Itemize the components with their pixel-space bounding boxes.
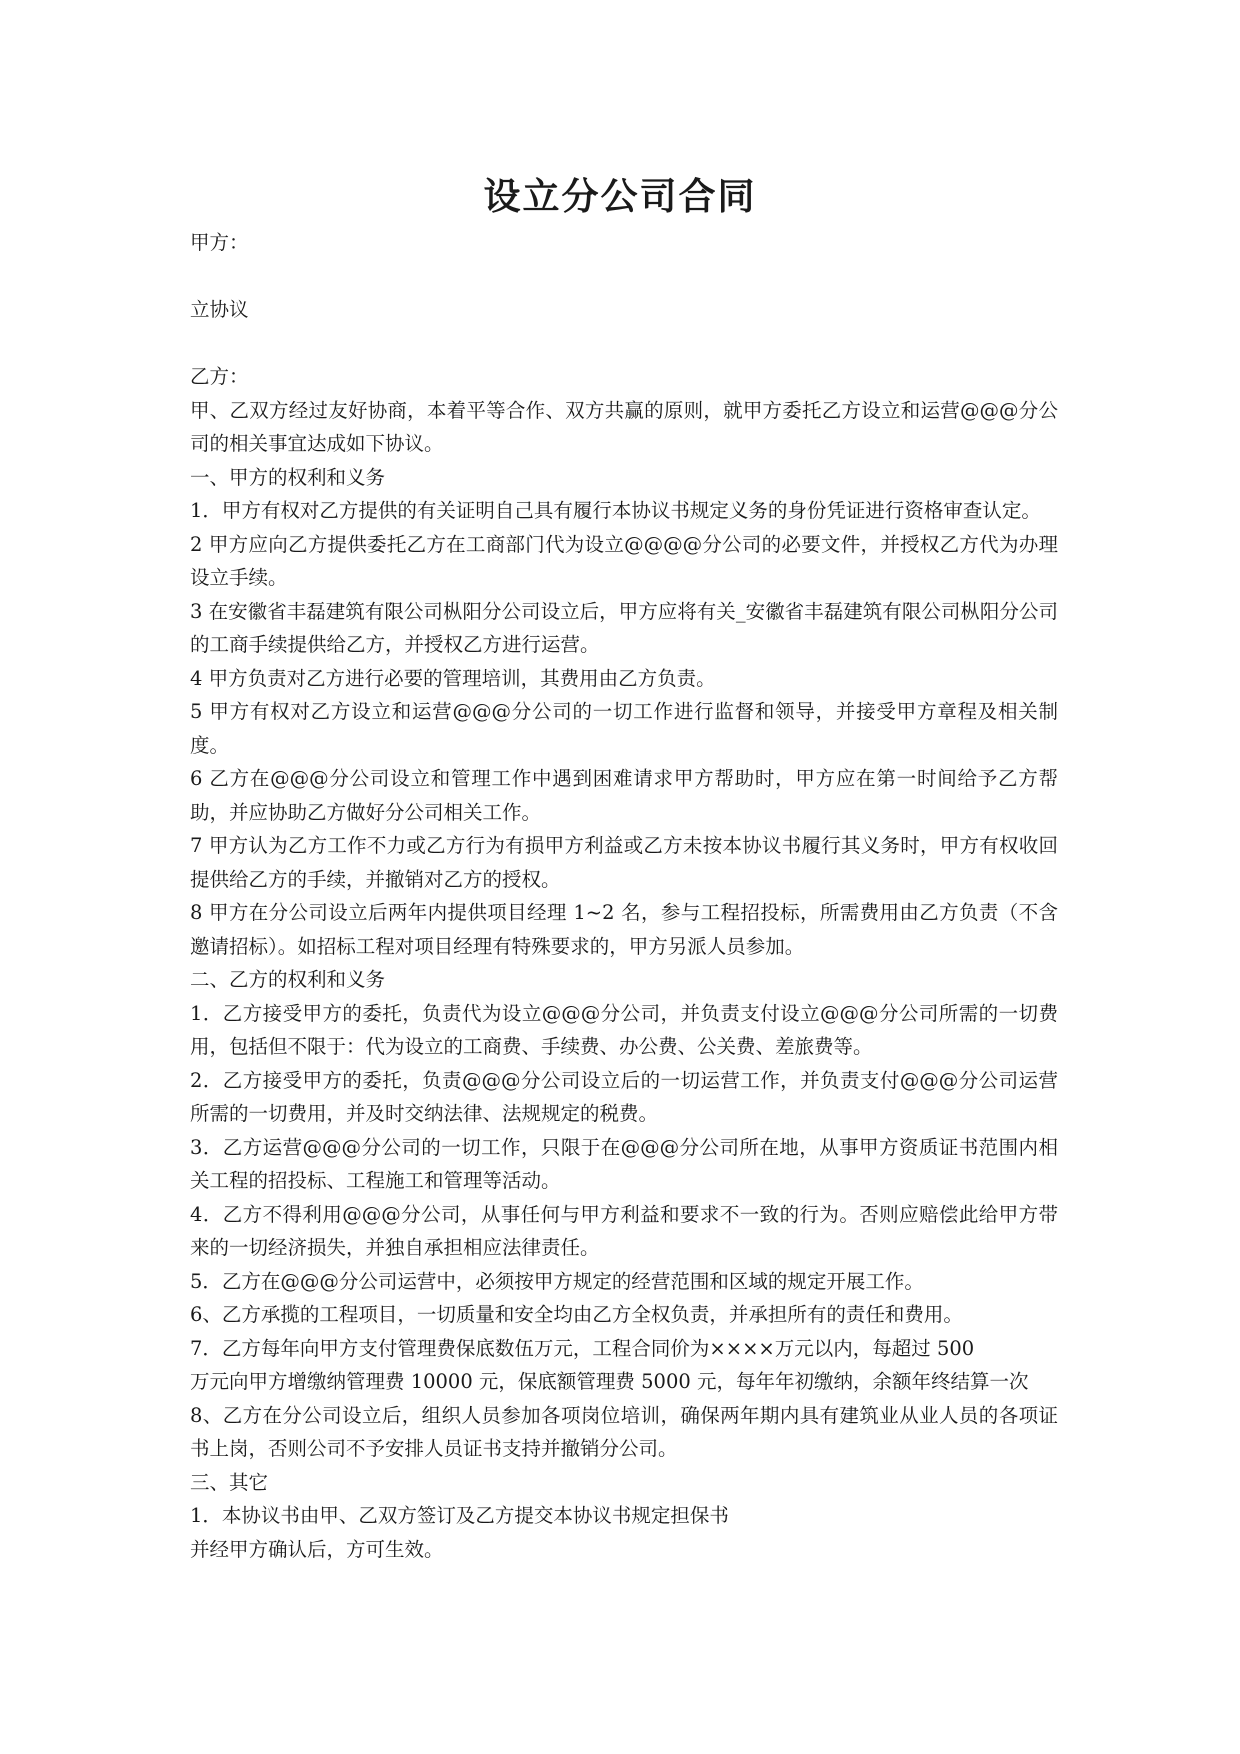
- section-heading: 一、甲方的权利和义务: [190, 465, 386, 489]
- clause-paragraph: 4 甲方负责对乙方进行必要的管理培训，其费用由乙方负责。: [190, 666, 716, 690]
- clause-paragraph: 7．乙方每年向甲方支付管理费保底数伍万元，工程合同价为××××万元以内，每超过 500: [190, 1336, 975, 1360]
- preamble-paragraph: 甲、乙双方经过友好协商，本着平等合作、双方共赢的原则，就甲方委托乙方设立和运营@@@分公司的相关事宜达成如下协议。: [190, 398, 1058, 455]
- clause-paragraph: 8、乙方在分公司设立后，组织人员参加各项岗位培训，确保两年期内具有建筑业从业人员的各项证书上岗，否则公司不予安排人员证书支持并撤销分公司。: [190, 1403, 1058, 1460]
- clause-paragraph: 3 在安徽省丰磊建筑有限公司枞阳分公司设立后，甲方应将有关_安徽省丰磊建筑有限公司枞阳分公司的工商手续提供给乙方，并授权乙方进行运营。: [190, 599, 1058, 656]
- clause-paragraph: 5．乙方在@@@分公司运营中，必须按甲方规定的经营范围和区域的规定开展工作。: [190, 1269, 924, 1293]
- clause-paragraph: 8 甲方在分公司设立后两年内提供项目经理 1~2 名，参与工程招投标，所需费用由乙方负责（不含邀请招标）。如招标工程对项目经理有特殊要求的，甲方另派人员参加。: [190, 901, 1058, 958]
- clause-paragraph: 6 乙方在@@@分公司设立和管理工作中遇到困难请求甲方帮助时，甲方应在第一时间给予乙方帮助，并应协助乙方做好分公司相关工作。: [190, 767, 1058, 824]
- clause-paragraph: 4．乙方不得利用@@@分公司，从事任何与甲方利益和要求不一致的行为。否则应赔偿此给甲方带来的一切经济损失，并独自承担相应法律责任。: [190, 1202, 1058, 1259]
- clause-paragraph: 1．甲方有权对乙方提供的有关证明自己具有履行本协议书规定义务的身份凭证进行资格审查认定。: [190, 499, 1041, 522]
- agreement-label: 立协议: [190, 298, 249, 321]
- clause-paragraph: 2．乙方接受甲方的委托，负责@@@分公司设立后的一切运营工作，并负责支付@@@分公司运营所需的一切费用，并及时交纳法律、法规规定的税费。: [190, 1068, 1058, 1125]
- section-heading: 三、其它: [190, 1470, 269, 1494]
- clause-paragraph: 并经甲方确认后，方可生效。: [190, 1537, 444, 1561]
- clause-paragraph: 万元向甲方增缴纳管理费 10000 元，保底额管理费 5000 元，每年年初缴纳，余额年终结算一次: [190, 1370, 1029, 1393]
- document-title: 设立分公司合同: [483, 175, 757, 218]
- section-heading: 二、乙方的权利和义务: [190, 968, 386, 991]
- clause-paragraph: 7 甲方认为乙方工作不力或乙方行为有损甲方利益或乙方未按本协议书履行其义务时，甲方有权收回提供给乙方的手续，并撤销对乙方的授权。: [190, 834, 1058, 891]
- clause-paragraph: 2 甲方应向乙方提供委托乙方在工商部门代为设立@@@@分公司的必要文件，并授权乙方代为办理设立手续。: [190, 532, 1058, 589]
- clause-paragraph: 6、乙方承揽的工程项目，一切质量和安全均由乙方全权负责，并承担所有的责任和费用。: [190, 1303, 963, 1326]
- clause-paragraph: 1．本协议书由甲、乙双方签订及乙方提交本协议书规定担保书: [190, 1504, 729, 1527]
- clause-paragraph: 3．乙方运营@@@分公司的一切工作，只限于在@@@分公司所在地，从事甲方资质证书范围内相关工程的招投标、工程施工和管理等活动。: [190, 1135, 1058, 1192]
- clause-paragraph: 5 甲方有权对乙方设立和运营@@@分公司的一切工作进行监督和领导，并接受甲方章程及相关制度。: [190, 700, 1058, 757]
- clause-paragraph: 1．乙方接受甲方的委托，负责代为设立@@@分公司，并负责支付设立@@@分公司所需的一切费用，包括但不限于：代为设立的工商费、手续费、办公费、公关费、差旅费等。: [190, 1001, 1058, 1058]
- document-body: [190, 226, 1058, 1566]
- party-b-line: 乙方：: [190, 365, 249, 388]
- party-a-line: 甲方：: [190, 231, 249, 254]
